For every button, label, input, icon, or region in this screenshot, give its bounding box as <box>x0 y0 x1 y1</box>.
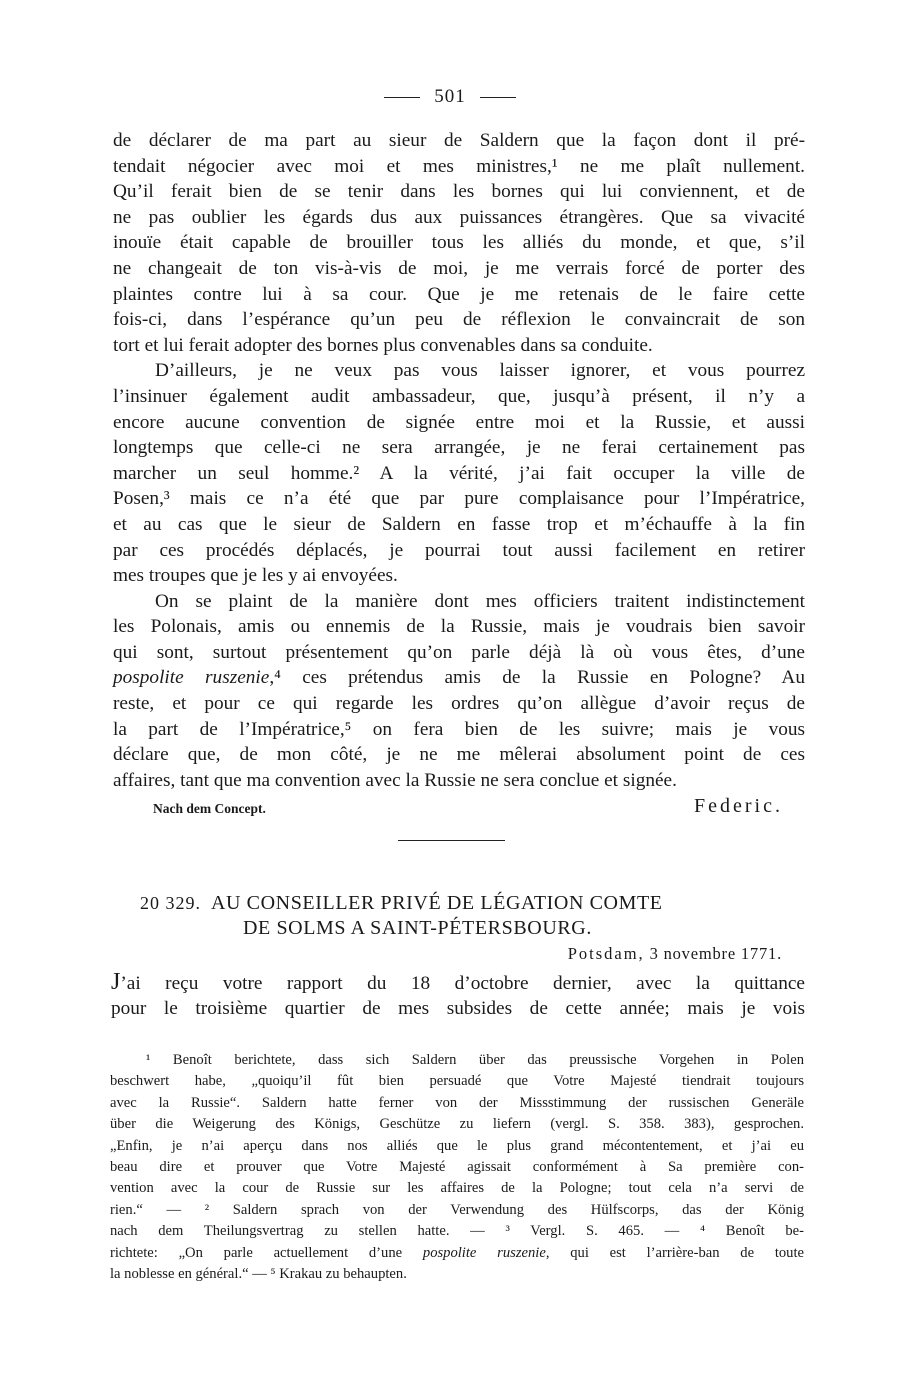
body-line: par ces procédés déplacés, je pourrai tout aussi facilement en retirer <box>113 539 805 561</box>
footnote-line: vention avec la cour de Russie sur les affaires de la Pologne; tout cela n’a servi de <box>110 1180 804 1197</box>
body-line: pospolite ruszenie,⁴ ces prétendus amis de la Russie en Pologne? Au <box>113 667 805 689</box>
body-line: J’ai reçu votre rapport du 18 d’octobre dernier, avec la quittance <box>111 969 805 995</box>
body-line: tort et lui ferait adopter des bornes plus convenables dans sa conduite. <box>113 334 653 356</box>
dateline <box>568 944 782 964</box>
footnote-line: ¹ Benoît berichtete, dass sich Saldern über das preussische Vorgehen in Polen <box>146 1052 804 1068</box>
header-rule-right <box>480 97 516 98</box>
body-line: affaires, tant que ma convention avec la Russie ne sera conclue et signée. <box>113 769 677 791</box>
body-line: déclare que, de mon côté, je ne me mêlerai absolument point de ces <box>113 744 805 766</box>
body-line: reste, et pour ce qui regarde les ordres qu’on allègue d’avoir reçus de <box>113 693 805 715</box>
body-line: On se plaint de la manière dont mes officiers traitent indistinctement <box>155 590 805 612</box>
dateline-place: Potsdam, <box>567 944 645 963</box>
second-letter-body <box>111 970 805 1021</box>
body-line: Qu’il ferait bien de se tenir dans les bornes qui lui conviennent, et de <box>113 181 805 203</box>
body-line: D’ailleurs, je ne veux pas vous laisser ignorer, et vous pourrez <box>155 360 805 382</box>
body-line: la part de l’Impératrice,⁵ on fera bien de les suivre; mais je vous <box>113 718 805 740</box>
signature-block <box>153 795 783 823</box>
body-line: et au cas que le sieur de Saldern en fasse trop et m’échauffe à la fin <box>113 513 805 535</box>
body-line: ne pas oublier les égards dus aux puissances étrangères. Que sa vivacité <box>113 206 805 228</box>
dateline-date: 3 novembre 1771. <box>649 944 782 963</box>
body-line: mes troupes que je les y ai envoyées. <box>113 565 398 587</box>
body-line: inouïe était capable de brouiller tous les alliés du monde, et que, s’il <box>113 232 805 254</box>
footnote-line: avec la Russie“. Saldern hatte ferner von der Missstimmung der russischen Generäle <box>110 1094 804 1111</box>
letter-body <box>113 128 805 793</box>
italic-term: pospolite ruszenie <box>422 1244 546 1261</box>
signature: Federic. <box>694 795 783 817</box>
body-line: pour le troisième quartier de mes subsides de cette année; mais je vois <box>111 997 805 1019</box>
body-line: de déclarer de ma part au sieur de Saldern que la façon dont il pré- <box>113 130 805 151</box>
body-line: plaintes contre lui à sa cour. Que je me retenais de le faire cette <box>113 283 805 305</box>
body-line: les Polonais, amis ou ennemis de la Russie, mais je voudrais bien savoir <box>113 616 805 638</box>
source-note: Nach dem Concept. <box>153 801 266 816</box>
document-heading <box>140 891 780 941</box>
footnote-line: la noblesse en général.“ — ⁵ Krakau zu behaupten. <box>110 1265 407 1282</box>
body-line: longtemps que celle-ci ne sera arrangée, je ne ferai certainement pas <box>113 437 805 459</box>
body-line: Posen,³ mais ce n’a été que par pure complaisance pour l’Impératrice, <box>113 488 805 510</box>
page-header <box>0 86 900 108</box>
footnote-line: rien.“ — ² Saldern sprach von der Verwendung des Hülfscorps, das der König <box>110 1201 804 1218</box>
page-number: 501 <box>434 86 466 107</box>
initial-letter: J <box>111 969 121 995</box>
body-line: qui sont, surtout présentement qu’on parle déjà là où vous êtes, d’une <box>113 641 805 663</box>
footnote-line: richtete: „On parle actuellement d’une pospolite ruszenie, qui est l’arrière-ban de toute <box>110 1244 804 1261</box>
document-title-line-2: DE SOLMS A SAINT-PÉTERSBOURG. <box>243 917 592 939</box>
section-divider <box>398 840 505 841</box>
footnotes <box>110 1050 804 1285</box>
header-rule-left <box>384 97 420 98</box>
footnote-line: beau dire et prouver que Votre Majesté agissait conformément à Sa première con- <box>110 1158 804 1175</box>
body-line: tendait négocier avec moi et mes ministres,¹ ne me plaît nullement. <box>113 155 805 177</box>
document-title-line-1: AU CONSEILLER PRIVÉ DE LÉGATION COMTE <box>211 892 663 914</box>
footnote-line: beschwert habe, „quoiqu’il fût bien persuadé que Votre Majesté tiendrait toujours <box>110 1073 804 1090</box>
document-number: 20 329. <box>140 893 201 913</box>
italic-term: pospolite ruszenie <box>113 667 270 689</box>
body-line: fois-ci, dans l’espérance qu’un peu de réflexion le convaincrait de son <box>113 309 805 331</box>
body-line: ne changeait de ton vis-à-vis de moi, je me verrais forcé de porter des <box>113 257 805 279</box>
body-line: marcher un seul homme.² A la vérité, j’ai fait occuper la ville de <box>113 462 805 484</box>
footnote-line: über die Weigerung des Königs, Geschütze zu liefern (vergl. S. 358. 383), gesprochen. <box>110 1116 804 1133</box>
footnote-line: nach dem Theilungsvertrag zu stellen hatte. — ³ Vergl. S. 465. — ⁴ Benoît be- <box>110 1223 804 1240</box>
footnote-line: „Enfin, je n’ai aperçu dans nos alliés que le plus grand mécontentement, et j’ai eu <box>110 1137 804 1154</box>
body-line: l’insinuer également audit ambassadeur, que, jusqu’à présent, il n’y a <box>113 385 805 407</box>
body-line: encore aucune convention de signée entre moi et la Russie, et aussi <box>113 411 805 433</box>
